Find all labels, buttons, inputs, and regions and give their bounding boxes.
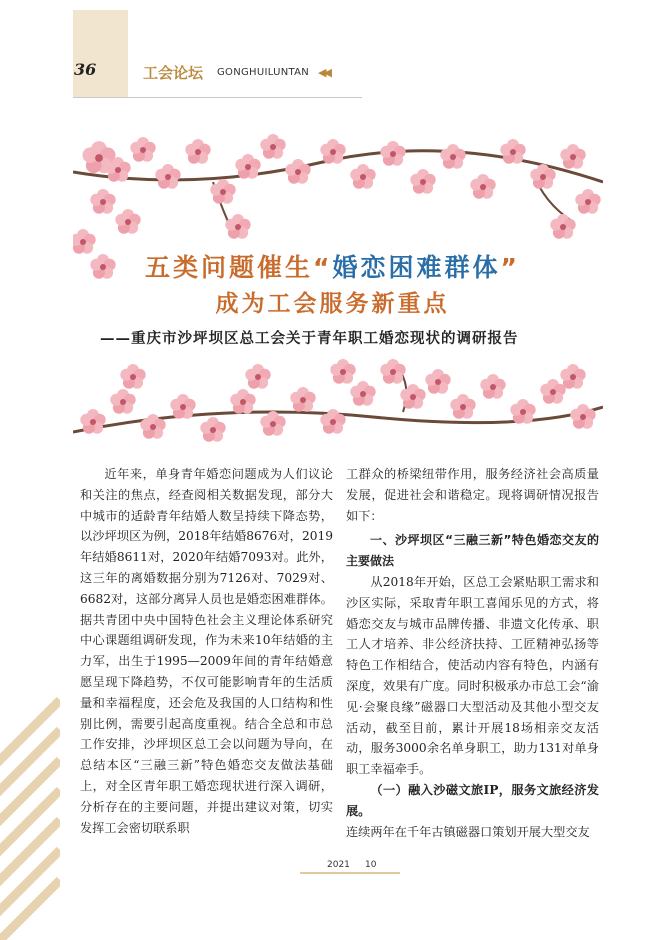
header-rule — [73, 97, 362, 98]
body-paragraph-continued: 连续两年在千年古镇磁器口策划开展大型交友 — [346, 824, 590, 839]
headline-part-1: 五类问题催生“ — [145, 253, 333, 282]
section-title: 工会论坛 — [143, 64, 204, 82]
footer-rule — [300, 872, 400, 874]
left-column — [80, 464, 333, 838]
section-subtitle: GONGHUILUNTAN — [217, 67, 310, 78]
body-paragraph: 从2018年开始，区总工会紧贴职工需求和沙区实际，采取青年职工喜闻乐见的方式，将婚恋交友与城市品牌传播、非遗文化传承、职工人才培养、非公经济扶持、工匠精神弘扬等特色工作相结合，使活动内容有特色，内涵有深度，效果有广度。同时积极承办市总工会“渝见·会聚良缘”磁器口大型活动及其他小型交友活动，截至目前，累计开展18场相亲交友活动，服务3000余名单身职工，助力131对单身职工幸福牵手。 — [346, 574, 599, 777]
decorative-stripes — [0, 690, 60, 940]
footer-issue: 10 — [365, 860, 377, 870]
double-left-arrow-icon: ◀◀ — [318, 66, 329, 79]
headline-part-2: ” — [500, 253, 520, 282]
footer-year: 2021 — [327, 860, 350, 870]
intro-paragraph-continued: 工群众的桥梁纽带作用，服务经济社会高质量发展，促进社会和谐稳定。现将调研情况报告如下： — [346, 467, 599, 523]
headline-line-1 — [0, 248, 665, 284]
headline-line-2: 成为工会服务新重点 — [215, 291, 450, 317]
body-paragraph-subhead — [346, 780, 599, 822]
page-number: 36 — [74, 60, 97, 79]
subsection-heading: （一）融入沙磁文旅IP，服务文旅经济发展。 — [346, 782, 599, 818]
section-heading: 一、沙坪坝区“三融三新”特色婚恋交友的主要做法 — [346, 533, 599, 569]
right-column — [346, 464, 599, 842]
intro-paragraph: 近年来，单身青年婚恋问题成为人们议论和关注的焦点，经查阅相关数据发现，部分大中城市的适龄青年结婚人数呈持续下降态势，以沙坪坝区为例，2018年结婚8676对，2019年结婚8611对，2020年结婚7093对。此外，这三年的离婚数据分别为7126对、7029对、6682对，这部分离异人员也是婚恋困难群体。据共青团中央中国特色社会主义理论体系研究中心课题组调研发现，作为未来10年结婚的主力军，出生于1995—2009年间的青年结婚意愿呈现下降趋势，不仅可能影响青年的生活质量和幸福程度，还会危及我国的人口结构和性别比例，需要引起高度重视。结合全总和市总工作安排，沙坪坝区总工会以问题为导向，在总结本区“三融三新”特色婚恋交友做法基础上，对全区青年职工婚恋现状进行深入调研，分析存在的主要问题，并提出建议对策，切实发挥工会密切联系职 — [80, 467, 333, 835]
page-tab — [73, 10, 128, 97]
headline-highlight: 婚恋困难群体 — [332, 253, 501, 282]
article-subtitle: ——重庆市沙坪坝区总工会关于青年职工婚恋现状的调研报告 — [100, 330, 519, 347]
